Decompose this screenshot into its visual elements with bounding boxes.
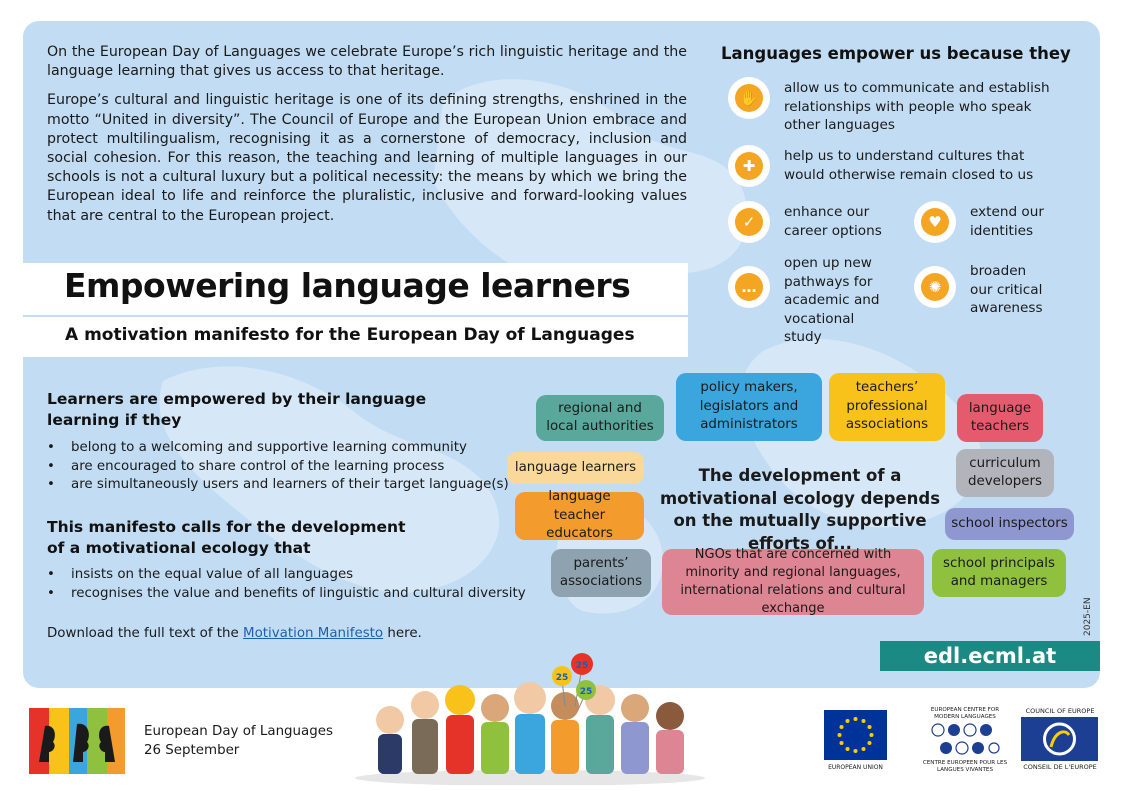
manifesto-bullets	[47, 566, 527, 603]
page-subtitle: A motivation manifesto for the European Day of Languages	[65, 325, 635, 345]
empower-item-text: open up new pathways for academic and vocational study	[784, 255, 880, 345]
pill-policy-makers: policy makers, legislators and administrators	[676, 373, 822, 441]
site-url-badge[interactable]: edl.ecml.at	[880, 641, 1100, 671]
learners-heading: Learners are empowered by their language learning if they	[47, 390, 427, 429]
pill-language-teachers: language teachers	[957, 394, 1043, 442]
empower-item-text: extend our identities	[970, 204, 1044, 239]
footer-line-2: 26 September	[144, 743, 240, 758]
pill-school-principals: school principals and managers	[932, 549, 1066, 597]
pill-language-learners: language learners	[507, 452, 644, 484]
coe-label-bottom: CONSEIL DE L'EUROPE	[1023, 763, 1097, 771]
balloon-number: 25	[555, 673, 569, 683]
speech-bubble-icon: …	[728, 266, 770, 308]
pill-teacher-educators: language teacher educators	[515, 492, 644, 540]
puzzle-icon: ✚	[728, 145, 770, 187]
motivation-manifesto-link[interactable]: Motivation Manifesto	[243, 626, 384, 641]
download-text: Download the full text of the	[47, 626, 244, 641]
page-title: Empowering language learners	[64, 266, 631, 305]
footer-line-1: European Day of Languages	[144, 724, 333, 739]
learners-bullets	[47, 439, 517, 495]
pill-school-inspectors: school inspectors	[945, 508, 1074, 540]
ecology-center-text: The development of a motivational ecology depends on the mutually supportive efforts of...	[659, 466, 941, 553]
pill-regional-authorities: regional and local authorities	[536, 395, 664, 441]
list-item: • belong to a welcoming and supportive learning community	[47, 439, 517, 458]
balloon-number: 25	[575, 661, 589, 671]
intro-text	[47, 43, 687, 236]
eu-label: EUROPEAN UNION	[828, 764, 883, 771]
cartoon-crowd-illustration	[350, 650, 710, 785]
download-text-end: here.	[383, 626, 422, 641]
empower-item-cultures	[728, 145, 1068, 187]
empower-item-text: broaden our critical awareness	[970, 263, 1043, 316]
list-item: • recognises the value and benefits of linguistic and cultural diversity	[47, 585, 527, 604]
edl-logo	[27, 706, 127, 776]
heart-icon: ♥	[914, 201, 956, 243]
title-band	[23, 263, 688, 315]
council-of-europe-logo	[1021, 717, 1098, 761]
empower-item-text: enhance our career options	[784, 204, 882, 239]
empower-item-pathways	[728, 254, 908, 347]
ecml-label-bottom: CENTRE EUROPEEN POUR LES LANGUES VIVANTES	[922, 760, 1008, 773]
intro-paragraph-2: Europe’s cultural and linguistic heritage is one of its defining strengths, enshrined in the motto “United in diversity”. The Council of Europe and the European Union embrace and protect multilingualism, recognising it as a cornerstone of democracy, inclusion and social cohesion. For this reason, the teaching and learning of multiple languages in our schools is not a cultural luxury but a political necessity: the means by which we bring the European ideal to life and reinforce the pluralistic, inclusive and forward-looking values that are central to the European project.	[47, 92, 687, 224]
coe-label-top: COUNCIL OF EUROPE	[1025, 707, 1095, 715]
pill-teacher-associations: teachers’ professional associations	[829, 373, 945, 441]
ecml-label-top: EUROPEAN CENTRE FOR MODERN LANGUAGES	[930, 707, 1000, 720]
list-item: • insists on the equal value of all languages	[47, 566, 527, 585]
list-item: • are simultaneously users and learners of their target language(s)	[47, 476, 517, 495]
pill-curriculum-developers: curriculum developers	[956, 449, 1054, 497]
handshake-icon: ✋	[728, 77, 770, 119]
empower-item-identities	[914, 201, 1074, 243]
empower-item-communicate	[728, 77, 1068, 135]
brain-icon: ✺	[914, 266, 956, 308]
subtitle-band	[23, 317, 688, 357]
manifesto-heading: This manifesto calls for the development of a motivational ecology that	[47, 518, 406, 557]
pill-parents-associations: parents’ associations	[551, 549, 651, 597]
coe-emblem-icon	[1021, 717, 1098, 761]
list-item: • are encouraged to share control of the learning process	[47, 458, 517, 477]
download-line	[47, 626, 422, 641]
empower-item-text: help us to understand cultures that would otherwise remain closed to us	[784, 148, 1034, 183]
intro-paragraph-1: On the European Day of Languages we celebrate Europe’s rich linguistic heritage and the language learning that gives us access to that heritage.	[47, 44, 687, 80]
poster-card	[23, 21, 1100, 688]
footer-text	[144, 722, 333, 760]
empower-heading: Languages empower us because they	[721, 44, 1071, 63]
ecml-logo	[930, 722, 1000, 760]
balloon-number: 25	[579, 687, 593, 697]
edition-code: 2025-EN	[1083, 597, 1093, 636]
pill-ngos: NGOs that are concerned with minority and regional languages, international relations and cultural exchange	[662, 549, 924, 615]
empower-item-text: allow us to communicate and establish relationships with people who speak other languages	[784, 80, 1050, 133]
eu-flag-logo	[824, 710, 887, 760]
empower-item-awareness	[914, 262, 1074, 318]
eu-stars-icon	[824, 710, 887, 760]
checklist-icon: ✓	[728, 201, 770, 243]
empower-item-career	[728, 201, 898, 243]
